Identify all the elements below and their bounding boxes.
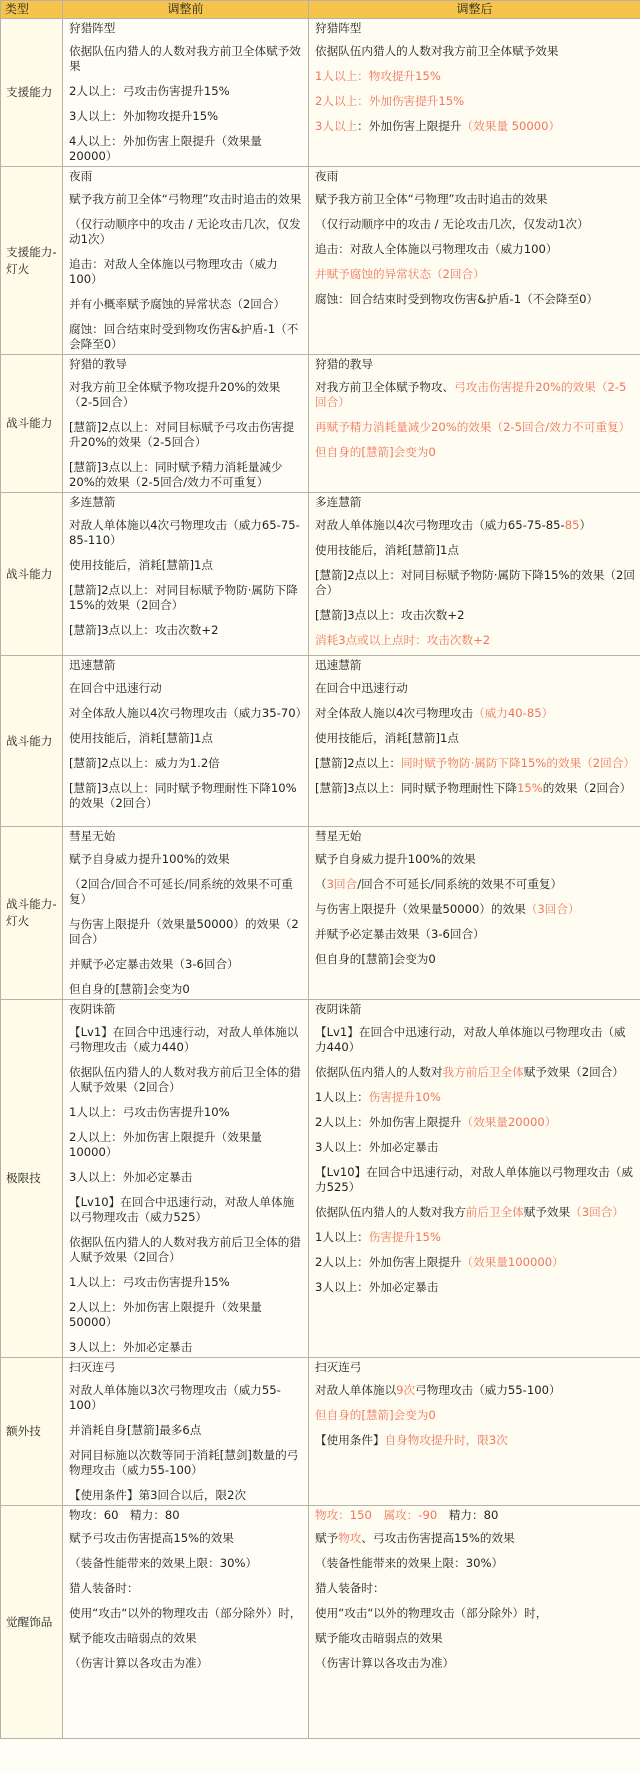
changed-text: 1人以上：物攻提升15% <box>315 69 441 83</box>
effect-line <box>315 1631 635 1646</box>
text-segment: [慧箭]2点以上：对同目标赋予物防·属防下降15%的效果（2回合） <box>315 568 635 597</box>
skill-name <box>69 829 303 844</box>
text-segment: 夜雨 <box>69 169 93 183</box>
effect-line <box>69 852 303 867</box>
skill-name <box>69 1002 303 1017</box>
effect-line <box>69 1105 303 1120</box>
effect-line <box>315 608 635 623</box>
effect-line <box>69 583 303 613</box>
row-type: 支援能力-灯火 <box>1 167 63 355</box>
changed-text: 前后卫全体 <box>465 1205 524 1219</box>
changed-text: 我方前后卫全体 <box>442 1065 524 1079</box>
changed-text: 并赋予腐蚀的异常状态（2回合） <box>315 267 485 281</box>
text-segment: 3人以上：外加必定暴击 <box>69 1170 193 1184</box>
text-segment: 狩猎的教导 <box>315 357 373 371</box>
effect-line <box>315 543 635 558</box>
effect-line <box>69 681 303 696</box>
text-segment: 追击：对敌人全体施以弓物理攻击（威力100） <box>315 242 558 256</box>
cell-before <box>63 827 309 1000</box>
changed-text: 消耗3点或以上点时：攻击次数+2 <box>315 633 491 647</box>
text-segment: ） <box>579 518 592 532</box>
text-segment: 并有小概率赋予腐蚀的异常状态（2回合） <box>69 297 286 311</box>
cell-before <box>63 19 309 167</box>
text-segment: 1人以上： <box>315 1090 369 1104</box>
effect-line <box>69 1300 303 1330</box>
table-row <box>1 1000 640 1358</box>
row-type: 额外技 <box>1 1358 63 1506</box>
skill-name <box>315 169 635 184</box>
effect-line <box>69 1606 303 1621</box>
text-segment: [慧箭]3点以上：攻击次数+2 <box>315 608 465 622</box>
effect-line <box>69 1448 303 1478</box>
table-row <box>1 19 640 167</box>
effect-line <box>69 1631 303 1646</box>
changed-text: （威力40-85） <box>473 706 554 720</box>
changed-text: 自身物攻提升时，限3次 <box>384 1433 508 1447</box>
row-type: 战斗能力 <box>1 355 63 493</box>
effect-line <box>69 1130 303 1160</box>
text-segment: 赋予能攻击暗弱点的效果 <box>315 1631 443 1645</box>
text-segment: [慧箭]3点以上：同时赋予物理耐性下降 <box>315 781 517 795</box>
text-segment: [慧箭]3点以上：同时赋予物理耐性下降10%的效果（2回合） <box>69 781 297 810</box>
text-segment: 的效果（2回合） <box>542 781 632 795</box>
skill-name <box>315 495 635 510</box>
effect-line <box>315 44 635 59</box>
text-segment: （仅行动顺序中的攻击 / 无论攻击几次，仅发动1次） <box>315 217 589 231</box>
table-row <box>1 1506 640 1739</box>
header-after: 调整后 <box>309 1 640 19</box>
effect-line <box>69 957 303 972</box>
text-segment: 赋予我方前卫全体“弓物理”攻击时追击的效果 <box>69 192 302 206</box>
skill-name <box>69 21 303 36</box>
text-segment: 依据队伍内猎人的人数对我方 <box>315 1205 466 1219</box>
effect-line <box>315 1115 635 1130</box>
text-segment: （仅行动顺序中的攻击 / 无论攻击几次，仅发动1次） <box>69 217 301 246</box>
skill-name <box>315 1508 635 1523</box>
text-segment: 夜阴诛箭 <box>69 1002 116 1016</box>
changed-text: 但自身的[慧箭]会变为0 <box>315 1408 436 1422</box>
effect-line <box>315 877 635 892</box>
effect-line <box>315 731 635 746</box>
text-segment: 赋予自身威力提升100%的效果 <box>315 852 476 866</box>
skill-name <box>69 495 303 510</box>
effect-line <box>315 1531 635 1546</box>
effect-line <box>69 1275 303 1290</box>
cell-after <box>309 656 640 827</box>
effect-line <box>69 1170 303 1185</box>
effect-line <box>315 568 635 598</box>
text-segment: 【Lv1】在回合中迅速行动，对敌人单体施以弓物理攻击（威力440） <box>69 1025 299 1054</box>
effect-line <box>315 420 635 435</box>
effect-line <box>315 706 635 721</box>
text-segment: 赋予效果 <box>523 1205 571 1219</box>
text-segment: 但自身的[慧箭]会变为0 <box>315 952 436 966</box>
changed-text: 伤害提升15% <box>368 1230 441 1244</box>
text-segment: [慧箭]2点以上：威力为1.2倍 <box>69 756 220 770</box>
text-segment: /回合不可延长/同系统的效果不可重复） <box>357 877 563 891</box>
effect-line <box>69 1065 303 1095</box>
effect-line <box>69 877 303 907</box>
text-segment: [慧箭]3点以上：攻击次数+2 <box>69 623 219 637</box>
text-segment: 对我方前卫全体赋予物攻提升20%的效果（2-5回合） <box>69 380 281 409</box>
skill-name <box>315 357 635 372</box>
cell-before <box>63 355 309 493</box>
text-segment: 扫灭连弓 <box>315 1360 362 1374</box>
effect-line <box>315 192 635 207</box>
skill-name <box>315 658 635 673</box>
text-segment: 物攻：60 精力：80 <box>69 1508 180 1522</box>
effect-line <box>69 192 303 207</box>
header-before: 调整前 <box>63 1 309 19</box>
changed-text: 物攻 <box>338 1531 362 1545</box>
text-segment: 使用技能后，消耗[慧箭]1点 <box>69 558 213 572</box>
cell-after <box>309 1506 640 1739</box>
effect-line <box>315 852 635 867</box>
text-segment: 多连慧箭 <box>69 495 116 509</box>
effect-line <box>69 1656 303 1671</box>
changed-text: 再赋予精力消耗量减少20%的效果（2-5回合/效力不可重复） <box>315 420 631 434</box>
effect-line <box>315 380 635 410</box>
effect-line <box>315 927 635 942</box>
text-segment: 1人以上：弓攻击伤害提升15% <box>69 1275 230 1289</box>
effect-line <box>69 257 303 287</box>
changed-text: 2人以上：外加伤害提升15% <box>315 94 465 108</box>
text-segment: 精力：80 <box>437 1508 499 1522</box>
text-segment: 多连慧箭 <box>315 495 362 509</box>
skill-name <box>315 1360 635 1375</box>
text-segment: 使用技能后，消耗[慧箭]1点 <box>69 731 213 745</box>
changed-text: 85 <box>564 518 580 532</box>
effect-line <box>315 1606 635 1621</box>
changed-text: 弓攻击伤害提升20%的效果（2-5回合） <box>315 380 627 409</box>
changed-text: 伤害提升10% <box>368 1090 441 1104</box>
text-segment: 【使用条件】第3回合以后，限2次 <box>69 1488 247 1502</box>
row-type: 觉醒饰品 <box>1 1506 63 1739</box>
table-row <box>1 167 640 355</box>
cell-before <box>63 1506 309 1739</box>
effect-line <box>315 518 635 533</box>
text-segment: 腐蚀：回合结束时受到物攻伤害&护盾-1（不会降至0） <box>315 292 599 306</box>
changed-text: （效果量20000） <box>461 1115 557 1129</box>
text-segment: 狩猎的教导 <box>69 357 127 371</box>
text-segment: （伤害计算以各攻击为准） <box>315 1656 455 1670</box>
changed-text: （3回合） <box>570 1205 624 1219</box>
effect-line <box>69 1581 303 1596</box>
text-segment: 与伤害上限提升（效果量50000）的效果（2回合） <box>69 917 299 946</box>
changed-text: 物攻：150 属攻：-90 <box>315 1508 438 1522</box>
effect-line <box>315 1433 635 1448</box>
skill-name <box>315 829 635 844</box>
cell-after <box>309 1000 640 1358</box>
text-segment: [慧箭]2点以上： <box>315 756 401 770</box>
text-segment: 2人以上：外加伤害上限提升 <box>315 1115 462 1129</box>
effect-line <box>315 781 635 796</box>
changed-text: 但自身的[慧箭]会变为0 <box>315 445 436 459</box>
effect-line <box>69 420 303 450</box>
text-segment: 【Lv10】在回合中迅速行动，对敌人单体施以弓物理攻击（威力525） <box>315 1165 633 1194</box>
text-segment: 对敌人单体施以 <box>315 1383 397 1397</box>
changed-text: 同时赋予物防·属防下降15%的效果（2回合） <box>401 756 635 770</box>
text-segment: 对敌人单体施以3次弓物理攻击（威力55-100） <box>69 1383 281 1412</box>
effect-line <box>69 322 303 352</box>
text-segment: 猎人装备时： <box>69 1581 139 1595</box>
text-segment: 赋予我方前卫全体“弓物理”攻击时追击的效果 <box>315 192 548 206</box>
header-type: 类型 <box>1 1 63 19</box>
changed-text: 3回合 <box>326 877 358 891</box>
row-type: 战斗能力-灯火 <box>1 827 63 1000</box>
text-segment: （ <box>315 877 327 891</box>
text-segment: 依据队伍内猎人的人数对我方前卫全体赋予效果 <box>69 44 301 73</box>
text-segment: 弓物理攻击（威力55-100） <box>415 1383 561 1397</box>
table-row <box>1 656 640 827</box>
cell-before <box>63 493 309 656</box>
effect-line <box>315 1383 635 1398</box>
effect-line <box>69 44 303 74</box>
effect-line <box>315 952 635 967</box>
effect-line <box>315 445 635 460</box>
text-segment: 并赋予必定暴击效果（3-6回合） <box>315 927 485 941</box>
skill-name <box>315 1002 635 1017</box>
effect-line <box>69 134 303 164</box>
text-segment: 2人以上：弓攻击伤害提升15% <box>69 84 230 98</box>
effect-line <box>315 1581 635 1596</box>
changed-text: 9次 <box>396 1383 416 1397</box>
skill-name <box>69 1508 303 1523</box>
text-segment: 使用“攻击“以外的物理攻击（部分除外）时， <box>69 1606 302 1620</box>
skill-name <box>69 357 303 372</box>
text-segment: 狩猎阵型 <box>315 21 362 35</box>
text-segment: 彗星无始 <box>315 829 362 843</box>
text-segment: 追击：对敌人全体施以弓物理攻击（威力100） <box>69 257 278 286</box>
cell-after <box>309 19 640 167</box>
text-segment: 4人以上：外加伤害上限提升（效果量 20000） <box>69 134 262 163</box>
text-segment: 彗星无始 <box>69 829 116 843</box>
text-segment: 2人以上：外加伤害上限提升 <box>315 1255 462 1269</box>
text-segment: 赋予 <box>315 1531 339 1545</box>
effect-line <box>69 217 303 247</box>
text-segment: 并赋予必定暴击效果（3-6回合） <box>69 957 239 971</box>
effect-line <box>69 518 303 548</box>
effect-line <box>69 1531 303 1546</box>
effect-line <box>69 706 308 721</box>
effect-line <box>69 1340 303 1355</box>
effect-line <box>69 917 303 947</box>
text-segment: （装备性能带来的效果上限：30%） <box>315 1556 504 1570</box>
text-segment: 赋予能攻击暗弱点的效果 <box>69 1631 197 1645</box>
text-segment: 扫灭连弓 <box>69 1360 116 1374</box>
effect-line <box>69 1423 303 1438</box>
effect-line <box>69 982 303 997</box>
text-segment: 赋予弓攻击伤害提高15%的效果 <box>69 1531 234 1545</box>
effect-line <box>69 380 303 410</box>
changed-text: 3人以上 <box>315 119 358 133</box>
table-row <box>1 1358 640 1506</box>
text-segment: 对全体敌人施以4次弓物理攻击 <box>315 706 474 720</box>
text-segment: 依据队伍内猎人的人数对我方前后卫全体的猎人赋予效果（2回合） <box>69 1065 301 1094</box>
effect-line <box>315 1025 635 1055</box>
effect-line <box>69 558 303 573</box>
text-segment: 对全体敌人施以4次弓物理攻击（威力35-70） <box>69 706 308 720</box>
effect-line <box>69 1195 303 1225</box>
effect-line <box>315 1255 635 1270</box>
text-segment: 2人以上：外加伤害上限提升（效果量50000） <box>69 1300 262 1329</box>
text-segment: 【使用条件】 <box>315 1433 385 1447</box>
cell-after <box>309 167 640 355</box>
text-segment: 、弓攻击伤害提高15%的效果 <box>361 1531 515 1545</box>
text-segment: 1人以上：弓攻击伤害提升10% <box>69 1105 230 1119</box>
text-segment: 狩猎阵型 <box>69 21 116 35</box>
effect-line <box>315 1165 635 1195</box>
text-segment: 【Lv1】在回合中迅速行动，对敌人单体施以弓物理攻击（威力440） <box>315 1025 626 1054</box>
text-segment: 对敌人单体施以4次弓物理攻击（威力65-75-85-110） <box>69 518 300 547</box>
text-segment: 腐蚀：回合结束时受到物攻伤害&护盾-1（不会降至0） <box>69 322 299 351</box>
text-segment: 使用技能后，消耗[慧箭]1点 <box>315 543 459 557</box>
cell-before <box>63 1000 309 1358</box>
text-segment: 依据队伍内猎人的人数对我方前卫全体赋予效果 <box>315 44 559 58</box>
text-segment: 3人以上：外加必定暴击 <box>315 1140 439 1154</box>
text-segment: 3人以上：外加必定暴击 <box>315 1280 439 1294</box>
effect-line <box>315 1205 635 1220</box>
text-segment: 【Lv10】在回合中迅速行动，对敌人单体施以弓物理攻击（威力525） <box>69 1195 295 1224</box>
text-segment: 3人以上：外加物攻提升15% <box>69 109 219 123</box>
text-segment: [慧箭]3点以上：同时赋予精力消耗量减少20%的效果（2-5回合/效力不可重复） <box>69 460 283 489</box>
text-segment: 对敌人单体施以4次弓物理攻击（威力65-75-85- <box>315 518 565 532</box>
row-type: 战斗能力 <box>1 656 63 827</box>
effect-line <box>315 1090 635 1105</box>
text-segment: 对我方前卫全体赋予物攻、 <box>315 380 455 394</box>
effect-line <box>69 109 303 124</box>
row-type: 支援能力 <box>1 19 63 167</box>
effect-line <box>69 1488 303 1503</box>
effect-line <box>315 1065 635 1080</box>
effect-line <box>315 756 635 771</box>
text-segment: 但自身的[慧箭]会变为0 <box>69 982 190 996</box>
text-segment: （伤害计算以各攻击为准） <box>69 1656 209 1670</box>
text-segment: 并消耗自身[慧箭]最多6点 <box>69 1423 202 1437</box>
skill-name <box>315 21 635 36</box>
effect-line <box>69 1383 303 1413</box>
table-body <box>1 19 640 1739</box>
text-segment: 与伤害上限提升（效果量50000）的效果 <box>315 902 526 916</box>
row-type: 战斗能力 <box>1 493 63 656</box>
changed-text: （3回合） <box>525 902 580 916</box>
cell-after <box>309 1358 640 1506</box>
effect-line <box>315 1656 635 1671</box>
effect-line <box>69 756 303 771</box>
text-segment: 在回合中迅速行动 <box>69 681 162 695</box>
text-segment: 使用技能后，消耗[慧箭]1点 <box>315 731 459 745</box>
effect-line <box>69 297 303 312</box>
changed-text: 15% <box>516 781 543 795</box>
effect-line <box>315 119 635 134</box>
effect-line <box>315 1230 635 1245</box>
effect-line <box>315 69 635 84</box>
text-segment: ：外加伤害上限提升 <box>357 119 462 133</box>
effect-line <box>315 267 635 282</box>
text-segment: 依据队伍内猎人的人数对我方前后卫全体的猎人赋予效果（2回合） <box>69 1235 301 1264</box>
effect-line <box>315 902 635 917</box>
changed-text: （效果量100000） <box>461 1255 564 1269</box>
text-segment: 赋予效果（2回合） <box>523 1065 624 1079</box>
cell-after <box>309 493 640 656</box>
text-segment: 在回合中迅速行动 <box>315 681 408 695</box>
effect-line <box>69 460 303 490</box>
effect-line <box>315 292 635 307</box>
effect-line <box>315 1556 635 1571</box>
text-segment: 夜雨 <box>315 169 339 183</box>
effect-line <box>315 681 635 696</box>
effect-line <box>69 1025 303 1055</box>
effect-line <box>69 1235 303 1265</box>
table-row <box>1 493 640 656</box>
effect-line <box>315 94 635 109</box>
text-segment: （2回合/回合不可延长/同系统的效果不可重复） <box>69 877 293 906</box>
cell-after <box>309 827 640 1000</box>
cell-before <box>63 1358 309 1506</box>
text-segment: 迅速慧箭 <box>69 658 116 672</box>
skill-name <box>69 658 303 673</box>
header-row <box>1 1 640 19</box>
effect-line <box>315 1280 635 1295</box>
text-segment: 3人以上：外加必定暴击 <box>69 1340 193 1354</box>
text-segment: 迅速慧箭 <box>315 658 362 672</box>
text-segment: 对同目标施以次数等同于消耗[慧剑]数量的弓物理攻击（威力55-100） <box>69 1448 299 1477</box>
text-segment: 夜阴诛箭 <box>315 1002 362 1016</box>
effect-line <box>69 1556 303 1571</box>
text-segment: [慧箭]2点以上：对同目标赋予弓攻击伤害提升20%的效果（2-5回合） <box>69 420 295 449</box>
effect-line <box>315 1140 635 1155</box>
cell-before <box>63 167 309 355</box>
effect-line <box>315 1408 635 1423</box>
text-segment: 使用“攻击“以外的物理攻击（部分除外）时， <box>315 1606 548 1620</box>
text-segment: 赋予自身威力提升100%的效果 <box>69 852 230 866</box>
effect-line <box>69 623 303 638</box>
skill-name <box>69 1360 303 1375</box>
row-type: 极限技 <box>1 1000 63 1358</box>
text-segment: 2人以上：外加伤害上限提升（效果量10000） <box>69 1130 262 1159</box>
text-segment: 依据队伍内猎人的人数对 <box>315 1065 443 1079</box>
effect-line <box>315 633 635 648</box>
effect-line <box>315 217 635 232</box>
effect-line <box>69 84 303 99</box>
effect-line <box>69 731 303 746</box>
skill-name <box>69 169 303 184</box>
table-row <box>1 355 640 493</box>
effect-line <box>69 781 303 811</box>
changed-text: （效果量 50000） <box>461 119 561 133</box>
text-segment: 猎人装备时： <box>315 1581 385 1595</box>
effect-line <box>315 242 635 257</box>
table-row <box>1 827 640 1000</box>
cell-before <box>63 656 309 827</box>
cell-after <box>309 355 640 493</box>
text-segment: 1人以上： <box>315 1230 369 1244</box>
text-segment: （装备性能带来的效果上限：30%） <box>69 1556 258 1570</box>
text-segment: [慧箭]2点以上：对同目标赋予物防·属防下降15%的效果（2回合） <box>69 583 298 612</box>
